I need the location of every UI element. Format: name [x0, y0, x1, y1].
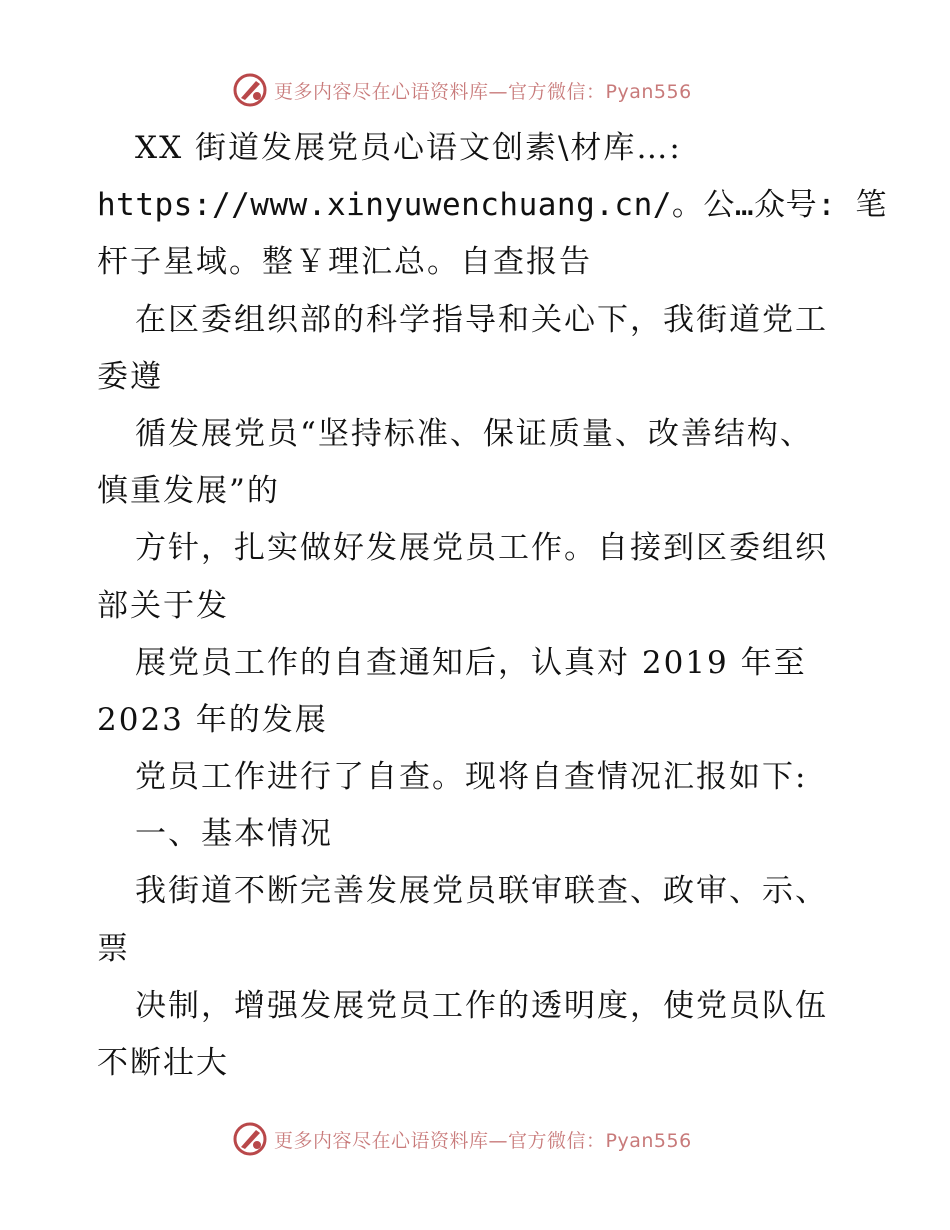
body-line: 党员工作进行了自查。现将自查情况汇报如下: — [135, 759, 808, 796]
body-line: 杆子星域。整￥理汇总。自查报告 — [97, 244, 592, 281]
brand-logo-icon — [232, 1121, 268, 1157]
body-line: 方针，扎实做好发展党员工作。自接到区委组织 — [135, 530, 828, 567]
body-line: 我街道不断完善发展党员联审联查、政审、示、 — [135, 873, 828, 910]
section-heading: 一、基本情况 — [135, 816, 333, 853]
body-line: 展党员工作的自查通知后，认真对 2019 年至 — [135, 644, 807, 681]
header-watermark-text: 更多内容尽在心语资料库—官方微信：Pyan556 — [274, 80, 692, 103]
header-watermark-banner — [232, 70, 732, 110]
body-line: 不断壮大 — [97, 1045, 229, 1081]
body-line: 部关于发 — [97, 587, 229, 624]
brand-logo-icon — [232, 72, 268, 108]
body-line: 票 — [97, 930, 130, 967]
body-line: 2023 年的发展 — [97, 701, 328, 738]
body-line: 在区委组织部的科学指导和关心下，我街道党工 — [135, 301, 828, 338]
body-line: 慎重发展”的 — [97, 473, 280, 510]
body-line: XX 街道发展党员心语文创素\材库…: — [135, 130, 682, 166]
body-line: 循发展党员“坚持标准、保证质量、改善结构、 — [135, 415, 813, 452]
body-line: 委遵 — [97, 358, 163, 395]
body-line: 决制，增强发展党员工作的透明度，使党员队伍 — [135, 987, 828, 1024]
footer-watermark-text: 更多内容尽在心语资料库—官方微信：Pyan556 — [274, 1129, 692, 1152]
document-body — [97, 120, 887, 1092]
body-line: https://www.xinyuwenchuang.cn/。公…众号: 笔 — [97, 187, 887, 224]
footer-watermark-banner — [232, 1119, 732, 1159]
